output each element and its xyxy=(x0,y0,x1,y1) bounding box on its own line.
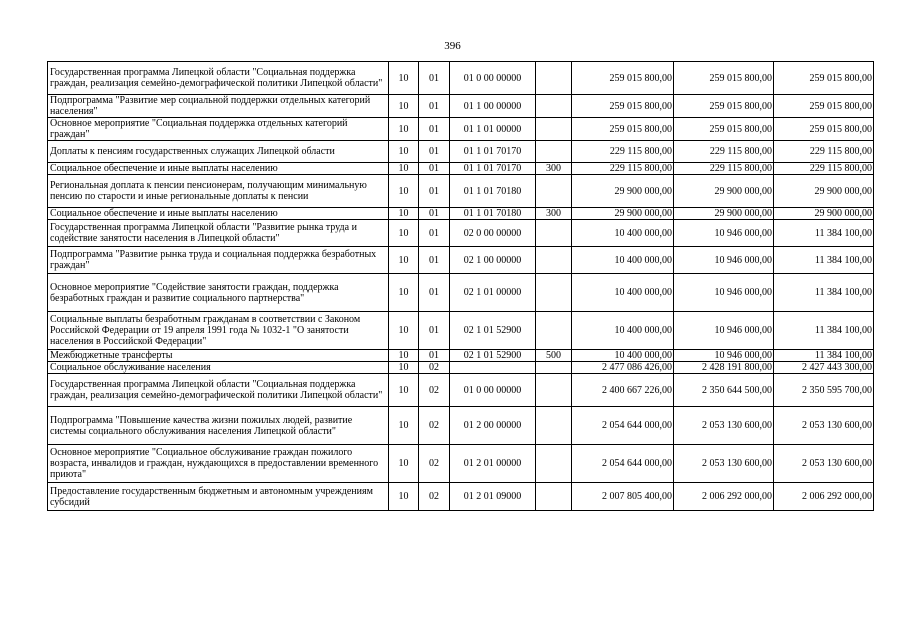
row-name-cell: Государственная программа Липецкой области "Социальная поддержка граждан, реализация семейно-демографической политики Липецкой области" xyxy=(48,374,389,407)
sum-year2-cell: 29 900 000,00 xyxy=(674,208,774,220)
table-row xyxy=(48,362,874,374)
sum-year1-cell: 259 015 800,00 xyxy=(572,95,674,118)
vr-cell xyxy=(536,141,572,163)
sum-year3-cell: 229 115 800,00 xyxy=(774,163,874,175)
podrazdel-cell: 01 xyxy=(419,118,450,141)
csr-cell: 01 2 01 00000 xyxy=(450,445,536,483)
podrazdel-cell: 01 xyxy=(419,208,450,220)
vr-cell xyxy=(536,247,572,274)
sum-year2-cell: 2 053 130 600,00 xyxy=(674,407,774,445)
sum-year2-cell: 259 015 800,00 xyxy=(674,118,774,141)
table-row xyxy=(48,141,874,163)
csr-cell: 02 0 00 00000 xyxy=(450,220,536,247)
razdel-cell: 10 xyxy=(389,220,419,247)
razdel-cell: 10 xyxy=(389,95,419,118)
sum-year2-cell: 10 946 000,00 xyxy=(674,350,774,362)
podrazdel-cell: 02 xyxy=(419,362,450,374)
sum-year2-cell: 2 006 292 000,00 xyxy=(674,483,774,511)
vr-cell xyxy=(536,362,572,374)
razdel-cell: 10 xyxy=(389,141,419,163)
row-name-cell: Основное мероприятие "Социальное обслуживание граждан пожилого возраста, инвалидов и граждан, нуждающихся в предоставлении временного приюта" xyxy=(48,445,389,483)
razdel-cell: 10 xyxy=(389,445,419,483)
csr-cell: 01 0 00 00000 xyxy=(450,62,536,95)
row-name-cell: Межбюджетные трансферты xyxy=(48,350,389,362)
csr-cell: 01 1 01 70170 xyxy=(450,141,536,163)
csr-cell: 01 0 00 00000 xyxy=(450,374,536,407)
sum-year1-cell: 259 015 800,00 xyxy=(572,118,674,141)
podrazdel-cell: 01 xyxy=(419,175,450,208)
sum-year3-cell: 2 350 595 700,00 xyxy=(774,374,874,407)
sum-year1-cell: 10 400 000,00 xyxy=(572,247,674,274)
csr-cell: 01 1 01 70180 xyxy=(450,208,536,220)
sum-year2-cell: 2 428 191 800,00 xyxy=(674,362,774,374)
sum-year1-cell: 2 477 086 426,00 xyxy=(572,362,674,374)
sum-year2-cell: 2 053 130 600,00 xyxy=(674,445,774,483)
vr-cell xyxy=(536,62,572,95)
sum-year1-cell: 10 400 000,00 xyxy=(572,350,674,362)
podrazdel-cell: 01 xyxy=(419,95,450,118)
row-name-cell: Предоставление государственным бюджетным и автономным учреждениям субсидий xyxy=(48,483,389,511)
table-row xyxy=(48,175,874,208)
table-row xyxy=(48,312,874,350)
row-name-cell: Основное мероприятие "Содействие занятости граждан, поддержка безработных граждан и развитие социального партнерства" xyxy=(48,274,389,312)
vr-cell xyxy=(536,407,572,445)
csr-cell: 02 1 01 52900 xyxy=(450,312,536,350)
row-name-cell: Социальные выплаты безработным гражданам в соответствии с Законом Российской Федерации от 19 апреля 1991 года № 1032-1 "О занятости населения в Российской Федерации" xyxy=(48,312,389,350)
table-row xyxy=(48,208,874,220)
podrazdel-cell: 01 xyxy=(419,312,450,350)
sum-year2-cell: 10 946 000,00 xyxy=(674,247,774,274)
vr-cell xyxy=(536,175,572,208)
row-name-cell: Социальное обеспечение и иные выплаты населению xyxy=(48,208,389,220)
razdel-cell: 10 xyxy=(389,374,419,407)
sum-year3-cell: 2 006 292 000,00 xyxy=(774,483,874,511)
razdel-cell: 10 xyxy=(389,208,419,220)
razdel-cell: 10 xyxy=(389,312,419,350)
csr-cell: 01 1 01 00000 xyxy=(450,118,536,141)
podrazdel-cell: 01 xyxy=(419,62,450,95)
vr-cell xyxy=(536,445,572,483)
razdel-cell: 10 xyxy=(389,407,419,445)
sum-year1-cell: 2 007 805 400,00 xyxy=(572,483,674,511)
vr-cell: 300 xyxy=(536,163,572,175)
csr-cell: 02 1 01 52900 xyxy=(450,350,536,362)
razdel-cell: 10 xyxy=(389,175,419,208)
csr-cell: 01 2 00 00000 xyxy=(450,407,536,445)
podrazdel-cell: 02 xyxy=(419,445,450,483)
row-name-cell: Подпрограмма "Развитие мер социальной поддержки отдельных категорий населения" xyxy=(48,95,389,118)
sum-year3-cell: 229 115 800,00 xyxy=(774,141,874,163)
sum-year2-cell: 29 900 000,00 xyxy=(674,175,774,208)
sum-year3-cell: 29 900 000,00 xyxy=(774,175,874,208)
row-name-cell: Доплаты к пенсиям государственных служащих Липецкой области xyxy=(48,141,389,163)
table-row xyxy=(48,445,874,483)
table-row xyxy=(48,62,874,95)
sum-year2-cell: 259 015 800,00 xyxy=(674,95,774,118)
sum-year1-cell: 259 015 800,00 xyxy=(572,62,674,95)
sum-year3-cell: 11 384 100,00 xyxy=(774,220,874,247)
table-row xyxy=(48,163,874,175)
sum-year3-cell: 11 384 100,00 xyxy=(774,247,874,274)
page-number: 396 xyxy=(444,40,461,52)
razdel-cell: 10 xyxy=(389,163,419,175)
podrazdel-cell: 02 xyxy=(419,374,450,407)
podrazdel-cell: 01 xyxy=(419,163,450,175)
sum-year3-cell: 2 053 130 600,00 xyxy=(774,445,874,483)
row-name-cell: Государственная программа Липецкой области "Социальная поддержка граждан, реализация семейно-демографической политики Липецкой области" xyxy=(48,62,389,95)
vr-cell xyxy=(536,220,572,247)
table-row xyxy=(48,220,874,247)
razdel-cell: 10 xyxy=(389,274,419,312)
razdel-cell: 10 xyxy=(389,62,419,95)
row-name-cell: Социальное обслуживание населения xyxy=(48,362,389,374)
sum-year1-cell: 10 400 000,00 xyxy=(572,220,674,247)
podrazdel-cell: 01 xyxy=(419,247,450,274)
sum-year3-cell: 259 015 800,00 xyxy=(774,62,874,95)
podrazdel-cell: 01 xyxy=(419,274,450,312)
vr-cell xyxy=(536,374,572,407)
csr-cell xyxy=(450,362,536,374)
table-row xyxy=(48,407,874,445)
podrazdel-cell: 02 xyxy=(419,483,450,511)
sum-year2-cell: 2 350 644 500,00 xyxy=(674,374,774,407)
sum-year1-cell: 10 400 000,00 xyxy=(572,312,674,350)
table-row xyxy=(48,274,874,312)
row-name-cell: Государственная программа Липецкой области "Развитие рынка труда и содействие занятости населения в Липецкой области" xyxy=(48,220,389,247)
sum-year2-cell: 229 115 800,00 xyxy=(674,163,774,175)
row-name-cell: Подпрограмма "Развитие рынка труда и социальная поддержка безработных граждан" xyxy=(48,247,389,274)
sum-year2-cell: 10 946 000,00 xyxy=(674,312,774,350)
sum-year3-cell: 11 384 100,00 xyxy=(774,350,874,362)
sum-year2-cell: 259 015 800,00 xyxy=(674,62,774,95)
table-row xyxy=(48,483,874,511)
sum-year3-cell: 259 015 800,00 xyxy=(774,118,874,141)
budget-table xyxy=(47,61,874,511)
sum-year2-cell: 10 946 000,00 xyxy=(674,274,774,312)
vr-cell xyxy=(536,312,572,350)
table-row xyxy=(48,247,874,274)
podrazdel-cell: 01 xyxy=(419,220,450,247)
vr-cell: 300 xyxy=(536,208,572,220)
sum-year1-cell: 229 115 800,00 xyxy=(572,141,674,163)
sum-year3-cell: 11 384 100,00 xyxy=(774,274,874,312)
vr-cell: 500 xyxy=(536,350,572,362)
sum-year1-cell: 29 900 000,00 xyxy=(572,175,674,208)
csr-cell: 01 1 01 70180 xyxy=(450,175,536,208)
sum-year1-cell: 2 054 644 000,00 xyxy=(572,407,674,445)
table-row xyxy=(48,95,874,118)
sum-year2-cell: 10 946 000,00 xyxy=(674,220,774,247)
sum-year3-cell: 2 427 443 300,00 xyxy=(774,362,874,374)
row-name-cell: Региональная доплата к пенсии пенсионерам, получающим минимальную пенсию по старости и иные региональные доплаты к пенсии xyxy=(48,175,389,208)
row-name-cell: Основное мероприятие "Социальная поддержка отдельных категорий граждан" xyxy=(48,118,389,141)
vr-cell xyxy=(536,118,572,141)
razdel-cell: 10 xyxy=(389,483,419,511)
razdel-cell: 10 xyxy=(389,362,419,374)
csr-cell: 01 1 01 70170 xyxy=(450,163,536,175)
razdel-cell: 10 xyxy=(389,118,419,141)
sum-year3-cell: 259 015 800,00 xyxy=(774,95,874,118)
csr-cell: 01 2 01 09000 xyxy=(450,483,536,511)
sum-year1-cell: 29 900 000,00 xyxy=(572,208,674,220)
podrazdel-cell: 01 xyxy=(419,141,450,163)
table-body xyxy=(48,62,874,511)
csr-cell: 02 1 01 00000 xyxy=(450,274,536,312)
sum-year1-cell: 10 400 000,00 xyxy=(572,274,674,312)
sum-year1-cell: 229 115 800,00 xyxy=(572,163,674,175)
table-row xyxy=(48,350,874,362)
sum-year2-cell: 229 115 800,00 xyxy=(674,141,774,163)
razdel-cell: 10 xyxy=(389,247,419,274)
razdel-cell: 10 xyxy=(389,350,419,362)
table-row xyxy=(48,374,874,407)
sum-year3-cell: 11 384 100,00 xyxy=(774,312,874,350)
sum-year3-cell: 2 053 130 600,00 xyxy=(774,407,874,445)
podrazdel-cell: 01 xyxy=(419,350,450,362)
vr-cell xyxy=(536,95,572,118)
row-name-cell: Социальное обеспечение и иные выплаты населению xyxy=(48,163,389,175)
table-row xyxy=(48,118,874,141)
vr-cell xyxy=(536,274,572,312)
sum-year1-cell: 2 400 667 226,00 xyxy=(572,374,674,407)
sum-year3-cell: 29 900 000,00 xyxy=(774,208,874,220)
vr-cell xyxy=(536,483,572,511)
csr-cell: 02 1 00 00000 xyxy=(450,247,536,274)
csr-cell: 01 1 00 00000 xyxy=(450,95,536,118)
sum-year1-cell: 2 054 644 000,00 xyxy=(572,445,674,483)
podrazdel-cell: 02 xyxy=(419,407,450,445)
row-name-cell: Подпрограмма "Повышение качества жизни пожилых людей, развитие системы социального обслуживания населения Липецкой области" xyxy=(48,407,389,445)
